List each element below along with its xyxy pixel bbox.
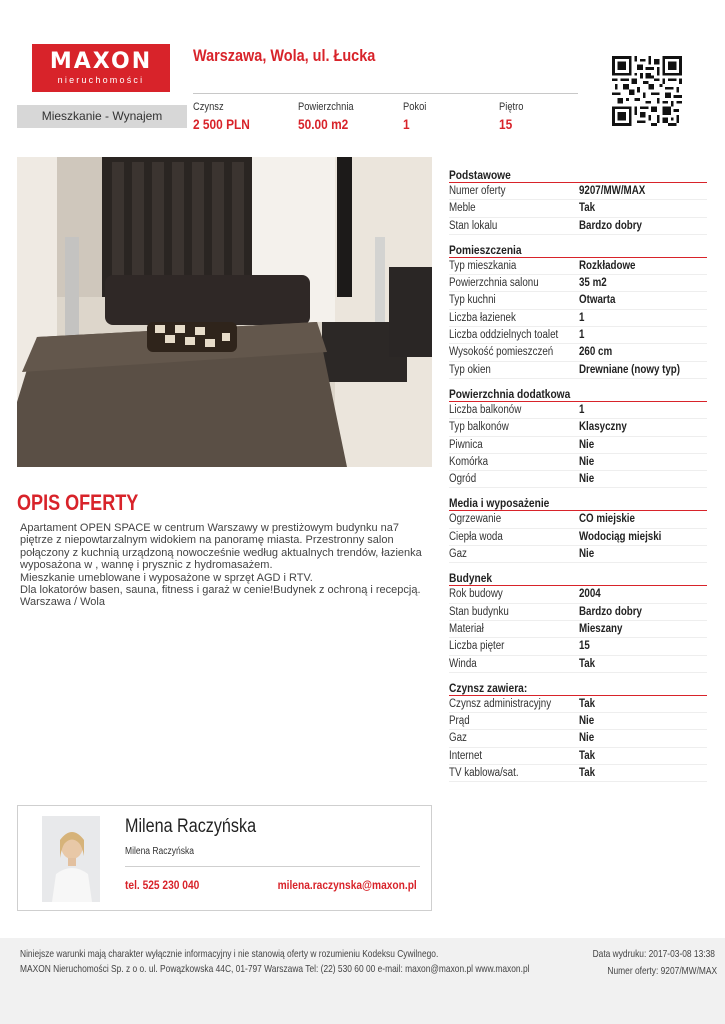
detail-row	[449, 362, 707, 379]
stat-label: Pokoi	[403, 101, 427, 113]
detail-row	[449, 656, 707, 673]
detail-row	[449, 344, 707, 361]
detail-value: 35 m2	[579, 277, 607, 290]
property-photo[interactable]	[17, 157, 432, 467]
section-title-text: Powierzchnia dodatkowa	[449, 386, 571, 401]
detail-value: 9207/MW/MAX	[579, 185, 646, 197]
detail-row	[449, 748, 707, 765]
section-title	[449, 387, 707, 402]
detail-row	[449, 292, 707, 309]
detail-label: Typ kuchni	[449, 294, 496, 307]
detail-row	[449, 419, 707, 436]
section-title	[449, 243, 707, 258]
detail-label: Gaz	[449, 732, 467, 745]
detail-value: Bardzo dobry	[579, 605, 643, 618]
detail-value: Wodociąg miejski	[579, 530, 662, 543]
detail-label: Czynsz administracyjny	[449, 697, 552, 710]
detail-row	[449, 713, 707, 730]
maxon-logo[interactable]	[32, 44, 170, 92]
detail-label: Materiał	[449, 622, 484, 635]
property-details	[449, 168, 707, 782]
detail-row	[449, 454, 707, 471]
footer-company: MAXON Nieruchomości Sp. z o o. ul. Powązkowska 44C, 01-797 Warszawa Tel: (22) 530 60 00 e-mail: maxon@maxon.pl www.maxon.pl	[20, 963, 530, 975]
divider	[193, 93, 578, 94]
detail-value: 260 cm	[579, 346, 613, 359]
stat-label: Piętro	[499, 101, 524, 113]
detail-value: Nie	[579, 455, 595, 468]
detail-label: Ogród	[449, 473, 477, 486]
description-body: Apartament OPEN SPACE w centrum Warszawy w prestiżowym budynku na7 piętrze z niepowtarzalnym widokiem na panoramę miasta. Przestronny salon połączony z kuchnią urządzoną nowocześnie według aktualnych trendów, łazienka wyposażona w , wannę i prysznic z hydromasażem. Mieszkanie umeblowane i wyposażone w sprzęt AGD i RTV. Dla lokatorów basen, sauna, fitness i garaż w cenie!Budynek z ochroną i recepcją. Warszawa / Wola	[20, 522, 422, 609]
detail-value: Nie	[579, 473, 595, 486]
stat-rent	[193, 101, 260, 132]
detail-value: Tak	[579, 749, 596, 762]
detail-value: 1	[579, 311, 585, 324]
header	[0, 0, 725, 150]
detail-label: Liczba łazienek	[449, 311, 516, 324]
agent-subname: Milena Raczyńska	[125, 846, 194, 857]
section-title	[449, 496, 707, 511]
stat-value: 1	[403, 116, 410, 132]
detail-row	[449, 183, 707, 200]
detail-value: Nie	[579, 732, 595, 745]
detail-value: 15	[579, 640, 590, 653]
detail-label: Wysokość pomieszczeń	[449, 346, 554, 359]
detail-label: Gaz	[449, 548, 467, 561]
sections-container	[449, 168, 707, 782]
footer-print-date: Data wydruku: 2017-03-08 13:38	[592, 948, 715, 960]
detail-value: Bardzo dobry	[579, 219, 643, 232]
detail-row	[449, 638, 707, 655]
detail-value: Rozkładowe	[579, 259, 636, 272]
footer-disclaimer: Niniejsze warunki mają charakter wyłącznie informacyjny i nie stanowią oferty w rozumieniu Kodeksu Cywilnego.	[20, 948, 439, 960]
detail-row	[449, 765, 707, 782]
stat-value: 2 500 PLN	[193, 116, 250, 132]
section-title-text: Podstawowe	[449, 168, 511, 182]
detail-value: Nie	[579, 438, 595, 451]
detail-label: Powierzchnia salonu	[449, 277, 539, 290]
detail-label: Liczba balkonów	[449, 403, 522, 416]
detail-row	[449, 402, 707, 419]
detail-value: Tak	[579, 657, 596, 670]
detail-row	[449, 327, 707, 344]
detail-label: Typ mieszkania	[449, 259, 517, 272]
detail-row	[449, 604, 707, 621]
stat-area	[298, 101, 363, 132]
logo-main-text: MAXON	[49, 49, 153, 74]
detail-value: Tak	[579, 697, 596, 710]
detail-row	[449, 696, 707, 713]
detail-label: Typ balkonów	[449, 421, 509, 434]
detail-value: 1	[579, 403, 585, 416]
detail-label: Liczba pięter	[449, 640, 505, 653]
detail-row	[449, 546, 707, 563]
footer-offer-number: Numer oferty: 9207/MW/MAX	[607, 965, 717, 977]
detail-label: TV kablowa/sat.	[449, 767, 519, 780]
detail-row	[449, 471, 707, 488]
stat-floor	[499, 101, 528, 132]
detail-value: Tak	[579, 202, 596, 215]
detail-row	[449, 218, 707, 235]
detail-label: Winda	[449, 657, 477, 670]
agent-avatar	[42, 816, 100, 902]
stat-label: Powierzchnia	[298, 101, 354, 113]
section-title	[449, 571, 707, 586]
detail-value: Klasyczny	[579, 421, 627, 434]
detail-label: Piwnica	[449, 438, 483, 451]
stat-value: 15	[499, 116, 513, 132]
detail-label: Stan lokalu	[449, 219, 498, 232]
detail-label: Numer oferty	[449, 185, 506, 197]
detail-label: Meble	[449, 202, 476, 215]
detail-label: Internet	[449, 749, 483, 762]
detail-label: Rok budowy	[449, 588, 503, 601]
footer	[0, 938, 725, 1024]
stat-rooms	[403, 101, 431, 132]
section-title-text: Budynek	[449, 571, 493, 586]
section-title	[449, 168, 707, 183]
detail-row	[449, 511, 707, 528]
property-address: Warszawa, Wola, ul. Łucka	[193, 46, 376, 65]
detail-row	[449, 437, 707, 454]
agent-email-link[interactable]: milena.raczynska@maxon.pl	[277, 878, 417, 892]
detail-value: Nie	[579, 548, 595, 561]
detail-row	[449, 730, 707, 747]
agent-phone-link[interactable]: tel. 525 230 040	[125, 878, 200, 892]
detail-row	[449, 621, 707, 638]
divider	[125, 866, 420, 867]
description-title: OPIS OFERTY	[17, 490, 139, 515]
agent-card	[17, 805, 432, 911]
stat-label: Czynsz	[193, 101, 224, 113]
detail-value: 1	[579, 329, 585, 342]
section-title-text: Pomieszczenia	[449, 242, 522, 257]
section-title-text: Media i wyposażenie	[449, 496, 550, 511]
section-title	[449, 681, 707, 696]
detail-label: Ciepła woda	[449, 530, 503, 543]
detail-label: Typ okien	[449, 363, 491, 376]
logo-sub-text: nieruchomości	[57, 75, 145, 85]
qr-code-icon[interactable]	[612, 56, 682, 126]
detail-value: Nie	[579, 715, 595, 728]
detail-row	[449, 258, 707, 275]
stat-value: 50.00 m2	[298, 116, 349, 132]
detail-row	[449, 586, 707, 603]
agent-name: Milena Raczyńska	[125, 816, 257, 837]
detail-value: Drewniane (nowy typ)	[579, 363, 681, 376]
detail-row	[449, 200, 707, 217]
detail-value: Tak	[579, 767, 596, 780]
detail-value: Otwarta	[579, 294, 616, 307]
detail-label: Ogrzewanie	[449, 513, 502, 526]
detail-value: 2004	[579, 588, 601, 601]
description-text	[20, 522, 430, 609]
detail-label: Stan budynku	[449, 605, 509, 618]
detail-row	[449, 275, 707, 292]
detail-label: Prąd	[449, 715, 470, 728]
offer-type-badge: Mieszkanie - Wynajem	[17, 105, 187, 128]
detail-label: Liczba oddzielnych toalet	[449, 329, 559, 342]
detail-row	[449, 529, 707, 546]
detail-value: Mieszany	[579, 622, 623, 635]
section-title-text: Czynsz zawiera:	[449, 680, 528, 695]
detail-label: Komórka	[449, 455, 489, 468]
detail-row	[449, 310, 707, 327]
detail-value: CO miejskie	[579, 513, 635, 526]
